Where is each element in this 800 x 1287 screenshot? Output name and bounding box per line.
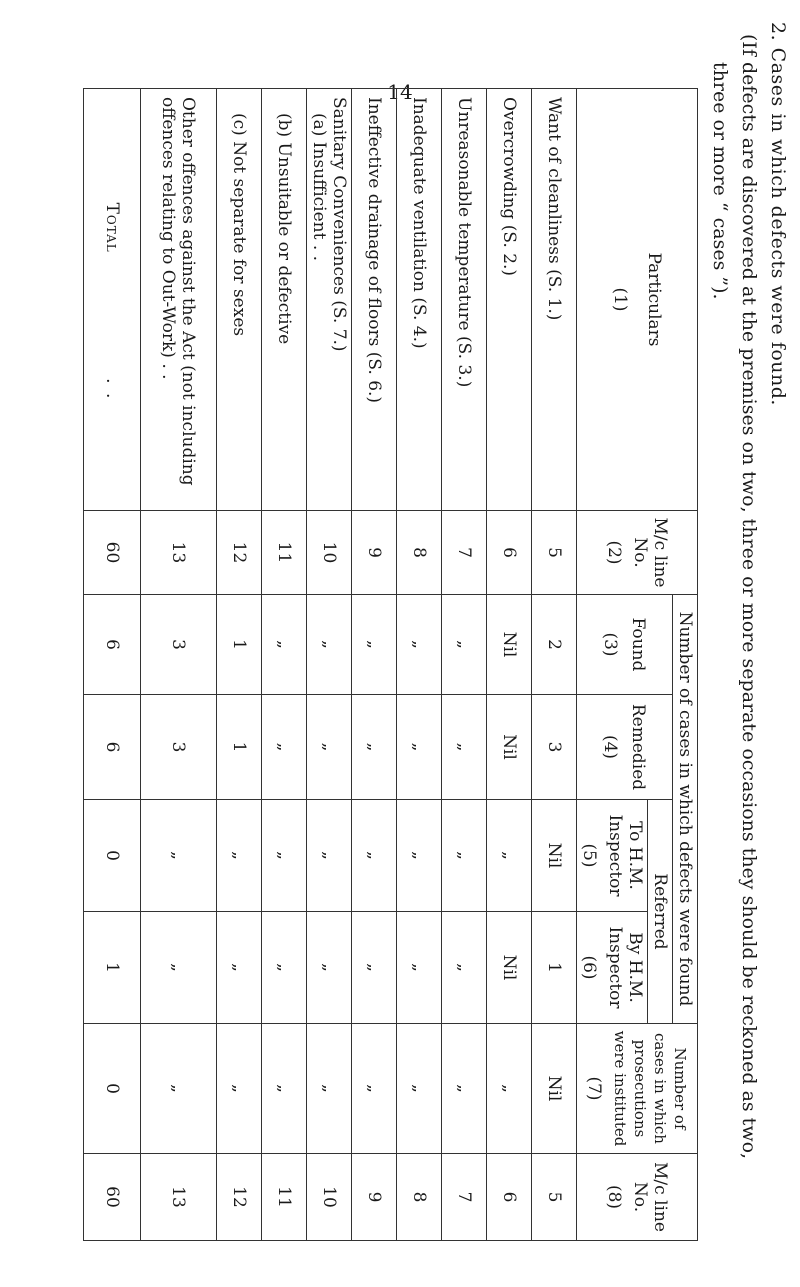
header-by-hm-inspector xyxy=(577,912,648,1024)
row-found: „ xyxy=(397,595,442,695)
section-heading xyxy=(705,22,792,1262)
row-prosecutions: „ xyxy=(397,1024,442,1154)
row-prosecutions: „ xyxy=(307,1024,352,1154)
row-found: 3 xyxy=(141,595,217,695)
total-line-end: 60 xyxy=(84,1154,141,1241)
total-found: 6 xyxy=(84,595,141,695)
row-by-hm: 1 xyxy=(532,912,577,1024)
row-by-hm: „ xyxy=(141,912,217,1024)
header-mc-line-label: M/c line No. xyxy=(630,517,670,588)
total-row xyxy=(84,89,141,1241)
table-row xyxy=(532,89,577,1241)
header-mc-line-end-label: M/c line No. xyxy=(630,1162,670,1232)
row-line-end: 13 xyxy=(141,1154,217,1241)
header-to-hm-label: To H.M. Inspector xyxy=(605,814,645,897)
header-referred: Referred xyxy=(648,800,673,1024)
row-line: 11 xyxy=(262,511,307,595)
table-row xyxy=(141,89,217,1241)
total-remedied: 6 xyxy=(84,695,141,800)
total-line: 60 xyxy=(84,511,141,595)
row-remedied: „ xyxy=(307,695,352,800)
header-col-number-7: (7) xyxy=(584,1076,604,1101)
row-to-hm: „ xyxy=(217,800,262,912)
row-line: 13 xyxy=(141,511,217,595)
row-remedied: 1 xyxy=(217,695,262,800)
row-remedied: 3 xyxy=(141,695,217,800)
row-line-end: 12 xyxy=(217,1154,262,1241)
row-to-hm: „ xyxy=(307,800,352,912)
header-remedied xyxy=(577,695,673,800)
row-line: 9 xyxy=(352,511,397,595)
row-line-end: 8 xyxy=(397,1154,442,1241)
table-body xyxy=(84,89,577,1241)
total-dots: . . xyxy=(102,378,122,401)
row-to-hm: „ xyxy=(397,800,442,912)
row-line: 5 xyxy=(532,511,577,595)
table-row xyxy=(442,89,487,1241)
row-to-hm: „ xyxy=(442,800,487,912)
row-found: „ xyxy=(307,595,352,695)
header-prosecutions-label: Number of cases in which prosecutions were instituted xyxy=(611,1030,689,1147)
row-prosecutions: „ xyxy=(352,1024,397,1154)
row-line-end: 11 xyxy=(262,1154,307,1241)
row-found: „ xyxy=(442,595,487,695)
row-remedied: 3 xyxy=(532,695,577,800)
row-particulars-sub: (a) Insufficient . . xyxy=(309,113,329,262)
row-line: 10 xyxy=(307,511,352,595)
total-by-hm: 1 xyxy=(84,912,141,1024)
header-found-label: Found xyxy=(628,617,649,672)
table-row xyxy=(487,89,532,1241)
row-remedied: „ xyxy=(262,695,307,800)
table-row xyxy=(217,89,262,1241)
header-to-hm-inspector xyxy=(577,800,648,912)
row-particulars: Other offences against the Act (not including offences relating to Out-Work) . . xyxy=(141,89,217,511)
table-row xyxy=(307,89,352,1241)
header-remedied-label: Remedied xyxy=(628,703,649,791)
row-line-end: 5 xyxy=(532,1154,577,1241)
row-found: 1 xyxy=(217,595,262,695)
header-by-hm-label: By H.M. Inspector xyxy=(605,926,645,1009)
row-particulars: Ineffective drainage of floors (S. 6.) xyxy=(352,89,397,511)
row-remedied: „ xyxy=(397,695,442,800)
row-particulars: Want of cleanliness (S. 1.) xyxy=(532,89,577,511)
header-col-number-5: (5) xyxy=(579,843,599,868)
row-particulars-main: Sanitary Conveniences (S. 7.) xyxy=(329,97,349,352)
heading-note-continued: three or more “ cases ”). xyxy=(709,62,731,300)
table-row xyxy=(352,89,397,1241)
row-line-end: 10 xyxy=(307,1154,352,1241)
row-prosecutions: „ xyxy=(217,1024,262,1154)
header-col-number-6: (6) xyxy=(579,955,599,980)
row-prosecutions: „ xyxy=(487,1024,532,1154)
header-found xyxy=(577,595,673,695)
row-prosecutions: „ xyxy=(442,1024,487,1154)
header-col-number-2: (2) xyxy=(604,540,624,565)
header-col-number-3: (3) xyxy=(600,632,621,657)
header-prosecutions xyxy=(577,1024,698,1154)
row-to-hm: „ xyxy=(141,800,217,912)
row-prosecutions: Nil xyxy=(532,1024,577,1154)
row-particulars: Overcrowding (S. 2.) xyxy=(487,89,532,511)
row-remedied: „ xyxy=(352,695,397,800)
row-found: „ xyxy=(352,595,397,695)
row-particulars: (c) Not separate for sexes xyxy=(217,89,262,511)
row-remedied: Nil xyxy=(487,695,532,800)
row-by-hm: „ xyxy=(397,912,442,1024)
header-particulars xyxy=(577,89,698,511)
heading-note: (If defects are discovered at the premises on two, three or more separate occasions they should be reckoned as two, xyxy=(738,34,760,1160)
row-by-hm: „ xyxy=(352,912,397,1024)
total-label: Total xyxy=(102,202,122,253)
row-line-end: 7 xyxy=(442,1154,487,1241)
row-line: 8 xyxy=(397,511,442,595)
row-line: 7 xyxy=(442,511,487,595)
row-to-hm: „ xyxy=(352,800,397,912)
header-col-number-1: (1) xyxy=(610,287,630,312)
row-by-hm: „ xyxy=(307,912,352,1024)
row-prosecutions: „ xyxy=(262,1024,307,1154)
total-label-cell xyxy=(84,89,141,511)
table-row xyxy=(397,89,442,1241)
row-by-hm: „ xyxy=(217,912,262,1024)
row-particulars xyxy=(307,89,352,511)
page-number: 14 xyxy=(387,80,413,104)
row-particulars: Inadequate ventilation (S. 4.) xyxy=(397,89,442,511)
row-found: „ xyxy=(262,595,307,695)
header-particulars-label: Particulars xyxy=(644,252,664,347)
header-col-number-4: (4) xyxy=(600,734,621,760)
total-to-hm: 0 xyxy=(84,800,141,912)
defects-table xyxy=(83,88,698,1241)
row-particulars: Unreasonable temperature (S. 3.) xyxy=(442,89,487,511)
row-found: 2 xyxy=(532,595,577,695)
row-line: 12 xyxy=(217,511,262,595)
row-line-end: 9 xyxy=(352,1154,397,1241)
heading-title: 2. Cases in which defects were found. xyxy=(767,22,789,406)
row-by-hm: Nil xyxy=(487,912,532,1024)
row-remedied: „ xyxy=(442,695,487,800)
total-prosecutions: 0 xyxy=(84,1024,141,1154)
row-to-hm: „ xyxy=(487,800,532,912)
row-to-hm: „ xyxy=(262,800,307,912)
row-by-hm: „ xyxy=(262,912,307,1024)
header-col-number-8: (8) xyxy=(604,1184,624,1210)
row-prosecutions: „ xyxy=(141,1024,217,1154)
row-line: 6 xyxy=(487,511,532,595)
row-to-hm: Nil xyxy=(532,800,577,912)
header-mc-line-end xyxy=(577,1154,698,1241)
table-row xyxy=(262,89,307,1241)
header-mc-line xyxy=(577,511,698,595)
row-by-hm: „ xyxy=(442,912,487,1024)
row-line-end: 6 xyxy=(487,1154,532,1241)
row-particulars: (b) Unsuitable or defective xyxy=(262,89,307,511)
row-found: Nil xyxy=(487,595,532,695)
header-group-cases: Number of cases in which defects were found xyxy=(673,595,698,1024)
